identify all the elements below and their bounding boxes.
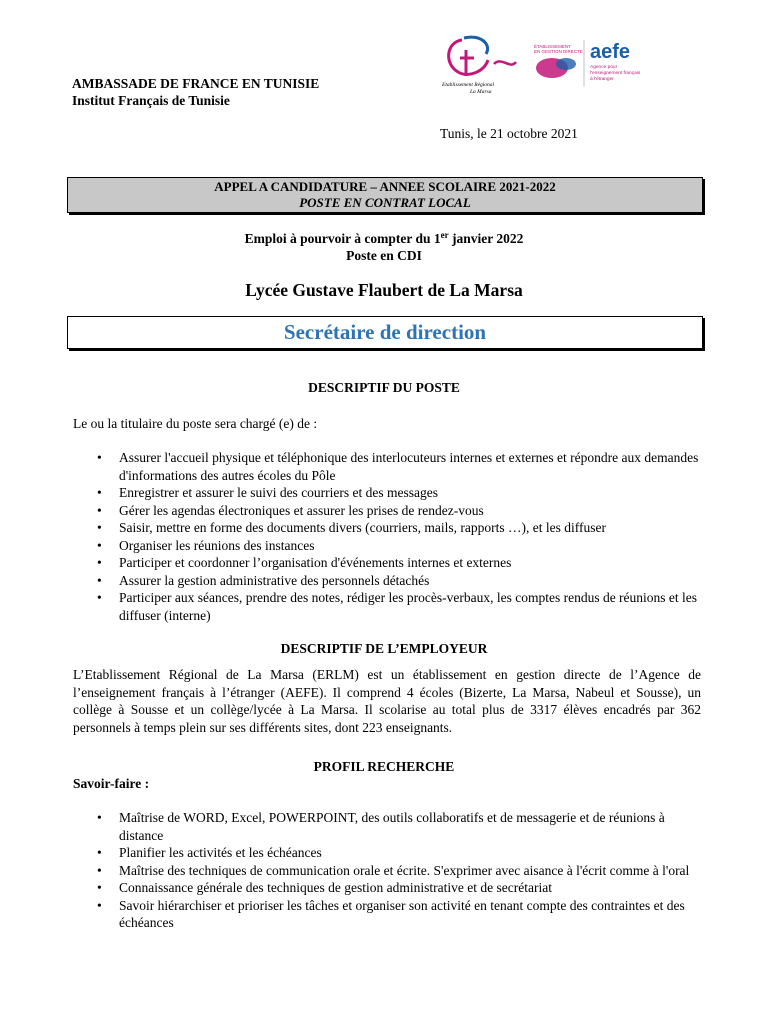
aefe-sub-2: l'enseignement français bbox=[590, 71, 641, 76]
list-item: • Maîtrise de WORD, Excel, POWERPOINT, des outils collaboratifs et de messagerie et de réunions à distance bbox=[97, 810, 665, 843]
call-for-applications-banner bbox=[67, 177, 703, 213]
task-text: Assurer la gestion administrative des personnels détachés bbox=[119, 572, 430, 588]
aefe-sub-3: à l'étranger bbox=[590, 77, 614, 82]
employer-heading: DESCRIPTIF DE L’EMPLOYEUR bbox=[280, 641, 488, 656]
list-item: • Organiser les réunions des instances bbox=[97, 537, 315, 553]
school-name: Lycée Gustave Flaubert de La Marsa bbox=[245, 280, 523, 300]
banner-subtitle: POSTE EN CONTRAT LOCAL bbox=[299, 195, 471, 210]
banner-title: APPEL A CANDIDATURE – ANNEE SCOLAIRE 2021-2022 bbox=[214, 179, 556, 194]
aefe-tag-2: EN GESTION DIRECTE bbox=[534, 49, 583, 54]
task-text: Organiser les réunions des instances bbox=[119, 537, 315, 553]
aefe-sub-1: Agence pour bbox=[590, 65, 618, 70]
list-item: • Enregistrer et assurer le suivi des courriers et des messages bbox=[97, 485, 439, 500]
start-date-suffix: janvier 2022 bbox=[448, 231, 524, 246]
task-text: Gérer les agendas électroniques et assurer les prises de rendez-vous bbox=[119, 502, 484, 518]
list-item: • Gérer les agendas électroniques et assurer les prises de rendez-vous bbox=[97, 502, 484, 518]
job-title: Secrétaire de direction bbox=[67, 316, 703, 349]
skill-text: Savoir hiérarchiser et prioriser les tâches et organiser son activité en tenant compte des contraintes et des échéances bbox=[119, 897, 685, 930]
list-item: • Assurer l'accueil physique et téléphonique des interlocuteurs internes et externes et répondre aux demandes d'informations des autres écoles du Pôle bbox=[97, 450, 699, 483]
start-date-sup: er bbox=[440, 230, 449, 240]
list-item: • Assurer la gestion administrative des personnels détachés bbox=[97, 572, 430, 588]
employment-info bbox=[0, 230, 768, 264]
job-description-intro: Le ou la titulaire du poste sera chargé (e) de : bbox=[73, 416, 318, 431]
list-item: • Maîtrise des techniques de communication orale et écrite. S'exprimer avec aisance à l'écrit comme à l'oral bbox=[97, 862, 690, 878]
skills-list bbox=[73, 809, 701, 932]
job-description-heading: DESCRIPTIF DU POSTE bbox=[308, 380, 460, 395]
start-date-prefix: Emploi à pourvoir à compter du 1 bbox=[244, 231, 441, 246]
list-item: • Participer aux séances, prendre des notes, rédiger les procès-verbaux, les comptes rendus de réunions et les diffuser (interne) bbox=[97, 590, 698, 623]
skill-text: Maîtrise de WORD, Excel, POWERPOINT, des outils collaboratifs et de messagerie et de réunions à distance bbox=[119, 810, 665, 843]
document-date: Tunis, le 21 octobre 2021 bbox=[440, 126, 578, 141]
list-item: • Planifier les activités et les échéances bbox=[97, 845, 322, 860]
profile-heading: PROFIL RECHERCHE bbox=[313, 759, 455, 774]
task-text: Enregistrer et assurer le suivi des courriers et des messages bbox=[119, 485, 439, 500]
task-text: Assurer l'accueil physique et téléphonique des interlocuteurs internes et externes et répondre aux demandes d'informations des autres écoles du Pôle bbox=[119, 450, 699, 483]
erlm-caption-1: Etablissement Régional bbox=[442, 82, 495, 88]
list-item: • Saisir, mettre en forme des documents divers (courriers, mails, rapports …), et les diffuser bbox=[97, 520, 606, 535]
task-text: Participer et coordonner l’organisation d'événements internes et externes bbox=[119, 555, 512, 570]
erlm-logo bbox=[441, 37, 516, 95]
aefe-wordmark: aefe bbox=[590, 41, 631, 63]
institute-name: Institut Français de Tunisie bbox=[72, 93, 230, 108]
skill-text: Connaissance générale des techniques de gestion administrative et de secrétariat bbox=[119, 880, 552, 895]
letterhead bbox=[72, 75, 319, 109]
task-text: Participer aux séances, prendre des notes, rédiger les procès-verbaux, les comptes rendus de réunions et les diffuser (interne) bbox=[119, 590, 698, 623]
list-item: • Connaissance générale des techniques de gestion administrative et de secrétariat bbox=[97, 880, 552, 895]
job-tasks-list bbox=[73, 449, 701, 624]
skill-text: Planifier les activités et les échéances bbox=[119, 845, 322, 860]
logos bbox=[440, 30, 700, 100]
start-date-line bbox=[0, 230, 768, 247]
employer-description: L’Etablissement Régional de La Marsa (ERLM) est un établissement en gestion directe de l’Agence de l’enseignement français à l’étranger (AEFE). Il comprend 4 écoles (Bizerte, La Marsa, Nabeul et Sousse), un collège à Sousse et un collège/lycée à La Marsa. Il scolarise au total plus de 3317 élèves encadrés par 362 personnels à temps plein sur ses différents sites, dont 223 enseignants. bbox=[73, 667, 701, 735]
logos-graphic bbox=[440, 30, 700, 100]
embassy-name: AMBASSADE DE FRANCE EN TUNISIE bbox=[72, 76, 320, 91]
contract-type: Poste en CDI bbox=[346, 248, 422, 263]
aefe-logo bbox=[534, 40, 641, 86]
list-item: • Savoir hiérarchiser et prioriser les tâches et organiser son activité en tenant compte des contraintes et des échéances bbox=[97, 897, 685, 930]
erlm-caption-2: La Marsa bbox=[470, 89, 492, 95]
task-text: Saisir, mettre en forme des documents divers (courriers, mails, rapports …), et les diffuser bbox=[119, 520, 606, 535]
skill-text: Maîtrise des techniques de communication orale et écrite. S'exprimer avec aisance à l'écrit comme à l'oral bbox=[119, 862, 690, 878]
aefe-tag-1: ÉTABLISSEMENT bbox=[534, 44, 571, 49]
skills-subheading: Savoir-faire : bbox=[73, 776, 150, 791]
list-item: • Participer et coordonner l’organisation d'événements internes et externes bbox=[97, 555, 512, 570]
